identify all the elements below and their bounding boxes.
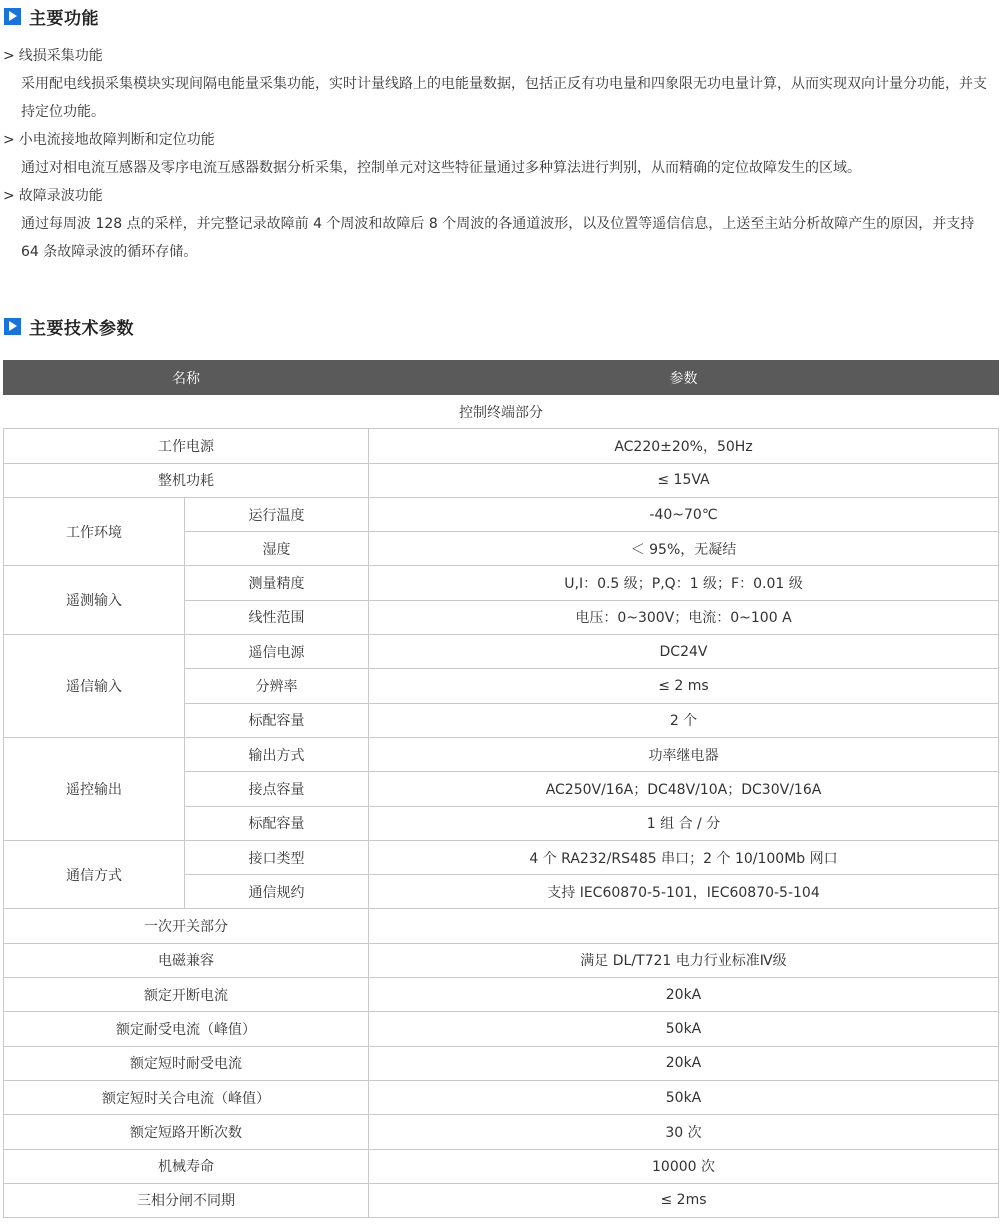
table-row <box>4 566 999 600</box>
param-group-name: 通信方式 <box>4 840 185 909</box>
table-row <box>4 497 999 531</box>
param-sub-name: 接点容量 <box>185 772 369 806</box>
param-value: AC220±20%，50Hz <box>369 429 999 463</box>
param-value <box>369 909 999 943</box>
chevron-right-icon: > <box>3 132 15 148</box>
switch-section-label: 一次开关部分 <box>4 909 369 943</box>
table-row <box>4 635 999 669</box>
feature-description: 采用配电线损采集模块实现间隔电能量采集功能，实时计量线路上的电能量数据，包括正反有功电量和四象限无功电量计算，从而实现双向计量分功能，并支持定位功能。 <box>21 76 987 120</box>
feature-title: 小电流接地故障判断和定位功能 <box>18 132 215 148</box>
chevron-right-icon: > <box>3 188 15 204</box>
param-value: AC250V/16A；DC48V/10A；DC30V/16A <box>369 772 999 806</box>
header-param: 参数 <box>369 361 999 395</box>
param-name: 电磁兼容 <box>4 943 369 977</box>
param-group-name: 遥控输出 <box>4 737 185 840</box>
param-sub-name: 测量精度 <box>185 566 369 600</box>
param-name: 额定短时关合电流（峰值） <box>4 1080 369 1114</box>
param-value: 2 个 <box>369 703 999 737</box>
param-value: 功率继电器 <box>369 737 999 771</box>
param-value: 50kA <box>369 1080 999 1114</box>
table-row <box>4 909 999 943</box>
table-row <box>4 1149 999 1183</box>
feature-description: 通过对相电流互感器及零序电流互感器数据分析采集，控制单元对这些特征量通过多种算法进行判别，从而精确的定位故障发生的区域。 <box>21 160 861 176</box>
feature-description: 通过每周波 128 点的采样，并完整记录故障前 4 个周波和故障后 8 个周波的各通道波形，以及位置等遥信信息，上送至主站分析故障产生的原因，并支持 64 条故障录波的循环存储。 <box>21 216 975 260</box>
param-value: DC24V <box>369 635 999 669</box>
param-value: U,I：0.5 级；P,Q：1 级；F：0.01 级 <box>369 566 999 600</box>
param-name: 整机功耗 <box>4 463 369 497</box>
param-sub-name: 标配容量 <box>185 703 369 737</box>
param-value: ≤ 15VA <box>369 463 999 497</box>
table-row <box>4 1183 999 1217</box>
feature-title-row <box>3 126 997 154</box>
parameter-table <box>3 360 999 1218</box>
param-name: 三相分闸不同期 <box>4 1183 369 1217</box>
param-name: 额定短时耐受电流 <box>4 1046 369 1080</box>
param-sub-name: 标配容量 <box>185 806 369 840</box>
table-row <box>4 1115 999 1149</box>
table-row <box>4 737 999 771</box>
param-value: ≤ 2 ms <box>369 669 999 703</box>
param-value: 支持 IEC60870-5-101，IEC60870-5-104 <box>369 875 999 909</box>
table-row <box>4 395 999 429</box>
section-heading-main-functions <box>4 2 99 30</box>
param-name: 工作电源 <box>4 429 369 463</box>
table-row <box>4 978 999 1012</box>
table-row <box>4 1046 999 1080</box>
param-value: 4 个 RA232/RS485 串口；2 个 10/100Mb 网口 <box>369 840 999 874</box>
param-sub-name: 线性范围 <box>185 600 369 634</box>
table-row <box>4 429 999 463</box>
param-sub-name: 运行温度 <box>185 497 369 531</box>
param-value: 电压：0~300V；电流：0~100 A <box>369 600 999 634</box>
param-value: 20kA <box>369 1046 999 1080</box>
table-header-row <box>4 361 999 395</box>
param-sub-name: 接口类型 <box>185 840 369 874</box>
param-value: 1 组 合 / 分 <box>369 806 999 840</box>
section-heading-tech-params <box>4 312 134 340</box>
play-arrow-icon <box>4 318 21 335</box>
feature-list <box>3 42 997 266</box>
param-value: 满足 DL/T721 电力行业标准Ⅳ级 <box>369 943 999 977</box>
table-row <box>4 840 999 874</box>
feature-title-row <box>3 42 997 70</box>
chevron-right-icon: > <box>3 48 15 64</box>
param-value: 30 次 <box>369 1115 999 1149</box>
section-title: 主要功能 <box>29 8 99 29</box>
section-title: 主要技术参数 <box>29 318 134 339</box>
feature-title: 故障录波功能 <box>18 188 103 204</box>
param-value: -40~70℃ <box>369 497 999 531</box>
param-group-name: 遥信输入 <box>4 635 185 738</box>
param-value: ＜ 95%，无凝结 <box>369 532 999 566</box>
param-sub-name: 输出方式 <box>185 737 369 771</box>
param-name: 额定耐受电流（峰值） <box>4 1012 369 1046</box>
table-row <box>4 463 999 497</box>
param-value: ≤ 2ms <box>369 1183 999 1217</box>
table-row <box>4 1012 999 1046</box>
feature-title-row <box>3 182 997 210</box>
header-name: 名称 <box>4 361 369 395</box>
param-sub-name: 遥信电源 <box>185 635 369 669</box>
param-value: 10000 次 <box>369 1149 999 1183</box>
param-name: 额定短路开断次数 <box>4 1115 369 1149</box>
param-group-name: 工作环境 <box>4 497 185 566</box>
table-row <box>4 1080 999 1114</box>
table-row <box>4 943 999 977</box>
param-sub-name: 通信规约 <box>185 875 369 909</box>
param-group-name: 遥测输入 <box>4 566 185 635</box>
param-name: 机械寿命 <box>4 1149 369 1183</box>
feature-title: 线损采集功能 <box>18 48 103 64</box>
param-value: 20kA <box>369 978 999 1012</box>
param-name: 额定开断电流 <box>4 978 369 1012</box>
control-section-label: 控制终端部分 <box>4 395 999 429</box>
param-value: 50kA <box>369 1012 999 1046</box>
param-sub-name: 分辨率 <box>185 669 369 703</box>
param-sub-name: 湿度 <box>185 532 369 566</box>
play-arrow-icon <box>4 8 21 25</box>
